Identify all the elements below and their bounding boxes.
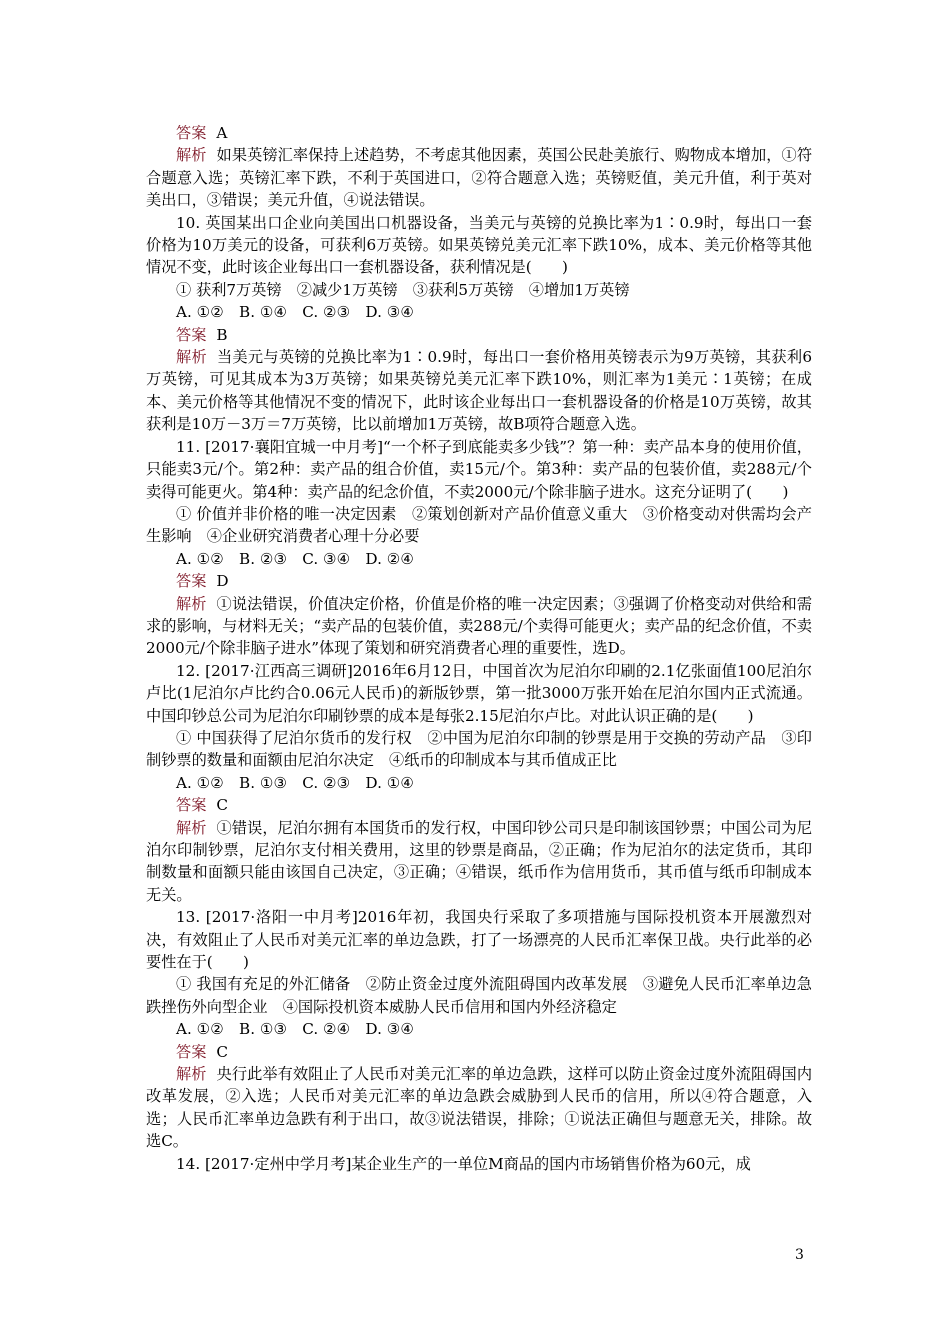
question-statements: ① 价值并非价格的唯一决定因素 ②策划创新对产品价值意义重大 ③价格变动对供需均会产生影响 ④企业研究消费者心理十分必要	[146, 504, 812, 546]
analysis-label: 解析	[176, 818, 207, 837]
analysis-paragraph	[146, 817, 812, 907]
answer-text: C	[216, 796, 228, 815]
analysis-paragraph	[146, 346, 812, 436]
analysis-text: ①说法错误，价值决定价格，价值是价格的唯一决定因素；③强调了价格变动对供给和需求的影响，与材料无关；“卖产品的包装价值，卖288元/个卖得可能更火；卖产品的纪念价值，不卖2000元/个除非脑子进水”体现了策划和研究消费者心理的重要性，选D。	[146, 594, 813, 658]
answer-line	[146, 324, 812, 346]
analysis-label: 解析	[176, 1065, 207, 1084]
analysis-paragraph	[146, 1063, 812, 1153]
answer-label: 答案	[176, 325, 207, 344]
question-stem: 14. [2017·定州中学月考]某企业生产的一单位M商品的国内市场销售价格为60元，成	[176, 1154, 751, 1173]
analysis-paragraph	[146, 144, 812, 211]
question-stem: 10. 英国某出口企业向美国出口机器设备，当美元与英镑的兑换比率为1∶0.9时，每出口一套价格为10万美元的设备，可获利6万英镑。如果英镑兑美元汇率下跌10%，成本、美元价格等其他情况不变，此时该企业每出口一套机器设备，获利情况是( )	[146, 213, 812, 277]
answer-choices: A. ①② B. ①③ C. ②③ D. ①④	[176, 773, 414, 792]
answer-line	[146, 570, 812, 592]
answer-text: D	[216, 572, 229, 591]
answer-text: B	[216, 325, 228, 344]
analysis-text: ①错误，尼泊尔拥有本国货币的发行权，中国印钞公司只是印制该国钞票；中国公司为尼泊尔印制钞票，尼泊尔支付相关费用，这里的钞票是商品，②正确；作为尼泊尔的法定货币，其印制数量和面额只能由该国自己决定，③正确；④错误，纸币作为信用货币，其币值与纸币印制成本无关。	[146, 818, 813, 904]
answer-label: 答案	[176, 572, 207, 591]
answer-line	[146, 1041, 812, 1063]
question-statements: ① 获利7万英镑 ②减少1万英镑 ③获利5万英镑 ④增加1万英镑	[176, 280, 630, 299]
answer-choices: A. ①② B. ①③ C. ②④ D. ③④	[176, 1020, 414, 1039]
answer-text: C	[216, 1042, 228, 1061]
answer-label: 答案	[176, 1042, 207, 1061]
question-statements: ① 中国获得了尼泊尔货币的发行权 ②中国为尼泊尔印制的钞票是用于交换的劳动产品 ③印制钞票的数量和面额由尼泊尔决定 ④纸币的印制成本与其币值成正比	[146, 728, 812, 770]
answer-choices: A. ①② B. ②③ C. ③④ D. ②④	[176, 549, 414, 568]
answer-text: A	[216, 124, 228, 142]
analysis-text: 当美元与英镑的兑换比率为1∶0.9时，每出口一套价格用英镑表示为9万英镑，其获利6万英镑，可见其成本为3万英镑；如果英镑兑美元汇率下跌10%，则汇率为1美元∶1英镑；在成本、美元价格等其他情况不变的情况下，此时该企业每出口一套机器设备的价格是10万英镑，故其获利是10万－3万＝7万英镑，比以前增加1万英镑，故B项符合题意入选。	[146, 348, 812, 434]
page-content	[146, 122, 812, 1175]
answer-choices: A. ①② B. ①④ C. ②③ D. ③④	[176, 303, 414, 322]
question-statements: ① 我国有充足的外汇储备 ②防止资金过度外流阻碍国内改革发展 ③避免人民币汇率单边急跌挫伤外向型企业 ④国际投机资本威胁人民币信用和国内外经济稳定	[146, 975, 812, 1016]
question-stem: 13. [2017·洛阳一中月考]2016年初，我国央行采取了多项措施与国际投机资本开展激烈对决，有效阻止了人民币对美元汇率的单边急跌，打了一场漂亮的人民币汇率保卫战。央行此举的必要性在于( )	[146, 908, 812, 972]
analysis-label: 解析	[176, 146, 207, 165]
analysis-text: 如果英镑汇率保持上述趋势，不考虑其他因素，英国公民赴美旅行、购物成本增加，①符合题意入选；英镑汇率下跌，不利于英国进口，②符合题意入选；英镑贬值，美元升值，利于英对美出口，③错误；美元升值，④说法错误。	[146, 146, 813, 210]
question-stem: 12. [2017·江西高三调研]2016年6月12日，中国首次为尼泊尔印刷的2.1亿张面值100尼泊尔卢比(1尼泊尔卢比约合0.06元人民币)的新版钞票，第一批3000万张开始在尼泊尔国内正式流通。中国印钞总公司为尼泊尔印刷钞票的成本是每张2.15尼泊尔卢比。对此认识正确的是( )	[146, 661, 812, 725]
analysis-text: 央行此举有效阻止了人民币对美元汇率的单边急跌，这样可以防止资金过度外流阻碍国内改革发展，②入选；人民币对美元汇率的单边急跌会威胁到人民币的信用，所以④符合题意，入选；人民币汇率单边急跌有利于出口，故③说法错误，排除；①说法正确但与题意无关，排除。故选C。	[146, 1065, 813, 1151]
answer-label: 答案	[176, 124, 207, 142]
answer-line	[146, 794, 812, 816]
analysis-label: 解析	[176, 348, 207, 367]
answer-line	[146, 122, 812, 144]
question-stem: 11. [2017·襄阳宜城一中月考]“一个杯子到底能卖多少钱”？第一种：卖产品本身的使用价值，只能卖3元/个。第2种：卖产品的组合价值，卖15元/个。第3种：卖产品的包装价值，卖288元/个卖得可能更火。第4种：卖产品的纪念价值，不卖2000元/个除非脑子进水。这充分证明了( )	[146, 437, 812, 501]
analysis-label: 解析	[176, 594, 207, 613]
analysis-paragraph	[146, 593, 812, 660]
answer-label: 答案	[176, 796, 207, 815]
page-number: 3	[795, 1247, 804, 1263]
